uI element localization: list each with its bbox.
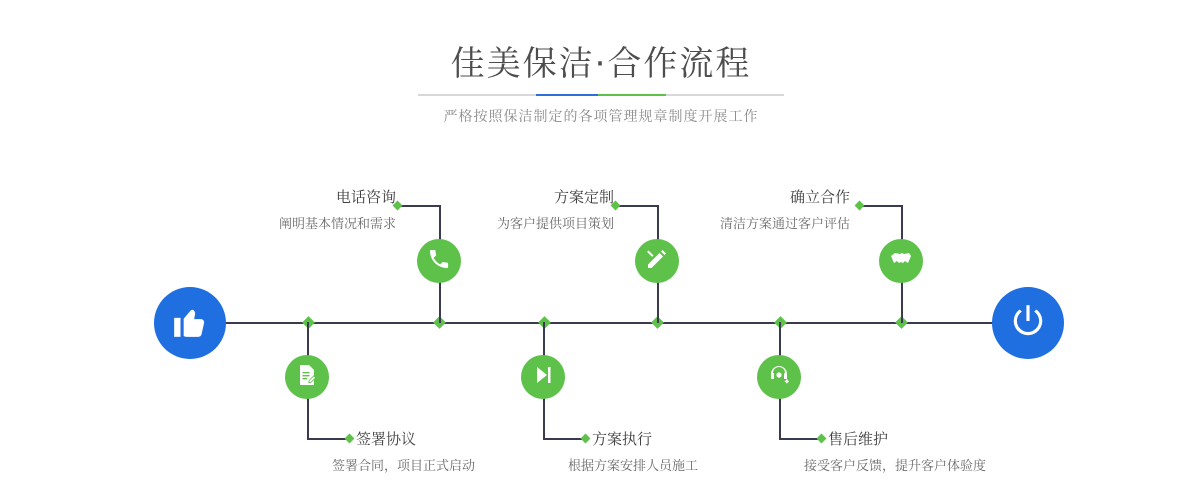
step-icon-2 [285, 355, 329, 399]
connector-line [398, 205, 440, 207]
step-title: 签署协议 [356, 430, 417, 448]
connector-line [860, 205, 902, 207]
step-label-3 [470, 186, 620, 232]
step-icon-3 [635, 239, 679, 283]
step-desc: 接受客户反馈，提升客户体验度 [804, 459, 987, 474]
step-title: 确立合作 [789, 188, 850, 206]
connector-dot [817, 434, 827, 444]
step-label-4 [568, 428, 699, 474]
handshake-icon [889, 247, 913, 275]
step-label-2 [332, 428, 476, 474]
step-label-6 [804, 428, 987, 474]
power-icon [1009, 302, 1047, 344]
start-node [154, 287, 226, 359]
connector-dot [345, 434, 355, 444]
connector-line [779, 438, 821, 440]
step-desc: 阐明基本情况和需求 [278, 217, 396, 232]
step-title: 电话咨询 [335, 188, 396, 206]
page-title: 佳美保洁·合作流程 [450, 44, 752, 84]
headset-support-icon [767, 363, 791, 391]
connector-line [307, 438, 349, 440]
step-label-1 [252, 186, 402, 232]
divider-segment-blue [536, 94, 598, 96]
step-title: 方案执行 [592, 430, 653, 448]
connector-dot [581, 434, 591, 444]
thumbs-up-icon [171, 302, 209, 344]
step-desc: 签署合同，项目正式启动 [332, 459, 476, 474]
step-icon-5 [879, 239, 923, 283]
step-label-5 [706, 186, 856, 232]
divider-segment-green [598, 94, 666, 96]
phone-ring-icon [427, 247, 451, 275]
page-subtitle: 严格按照保洁制定的各项管理规章制度开展工作 [443, 109, 759, 125]
end-node [992, 287, 1064, 359]
step-desc: 为客户提供项目策划 [496, 217, 614, 232]
step-desc: 根据方案安排人员施工 [568, 459, 699, 474]
connector-dot [855, 201, 865, 211]
step-icon-4 [521, 355, 565, 399]
step-icon-1 [417, 239, 461, 283]
step-desc: 清洁方案通过客户评估 [719, 217, 850, 232]
connector-line [543, 438, 585, 440]
title-divider [418, 94, 784, 96]
pen-ruler-icon [645, 247, 669, 275]
play-forward-icon [531, 363, 555, 391]
step-icon-6 [757, 355, 801, 399]
step-title: 售后维护 [828, 430, 889, 448]
step-title: 方案定制 [553, 188, 614, 206]
connector-line [616, 205, 658, 207]
document-edit-icon [295, 363, 319, 391]
